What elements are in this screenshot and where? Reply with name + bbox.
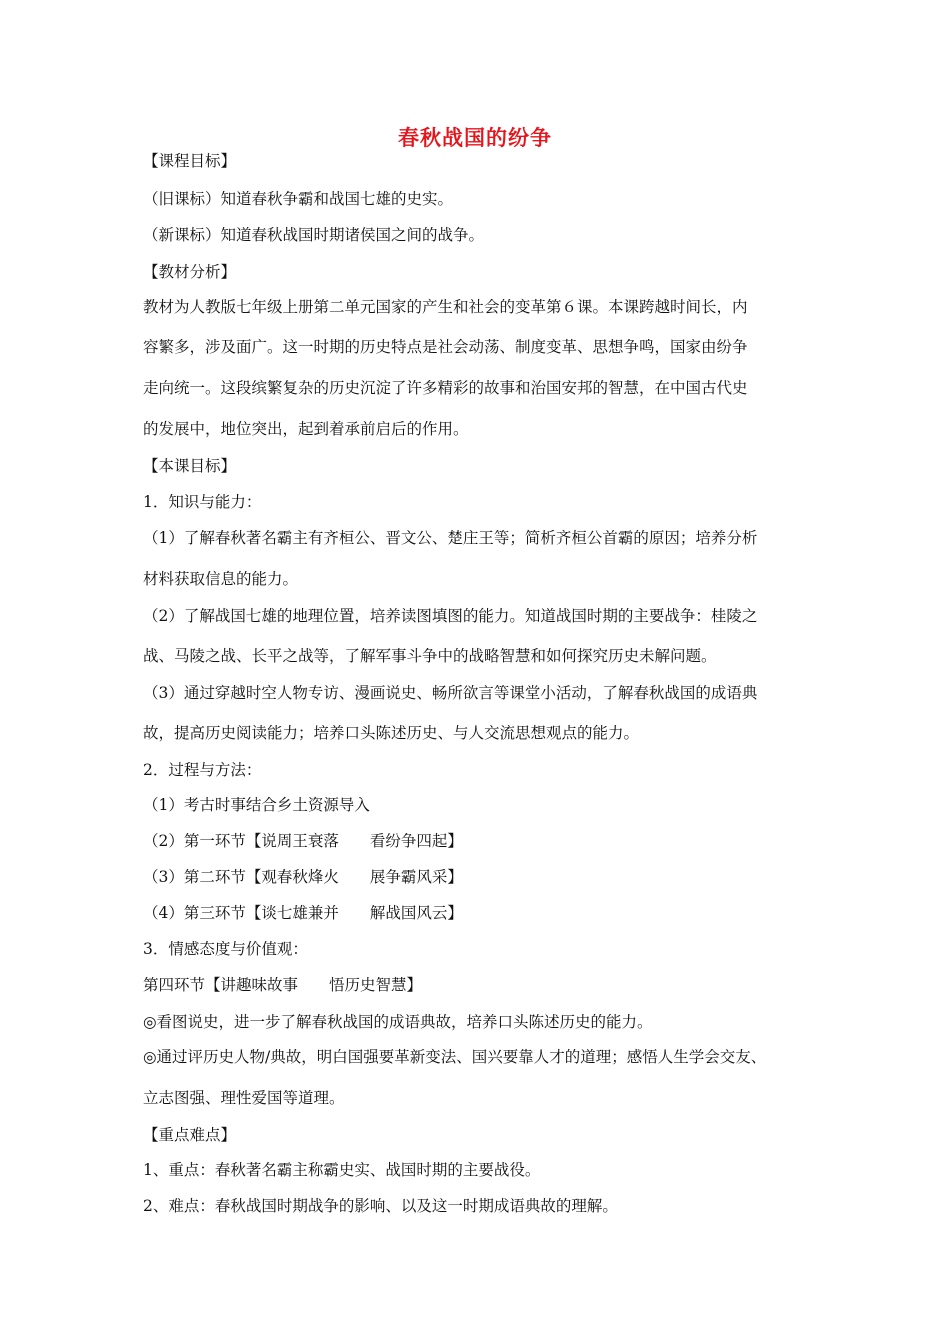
- list-item-line: （2）了解战国七雄的地理位置，培养读图填图的能力。知道战国时期的主要战争：桂陵之: [143, 607, 758, 625]
- key-point-line: 1、重点：春秋著名霸主称霸史实、战国时期的主要战役。: [143, 1161, 541, 1179]
- bullet-line: ◎通过评历史人物/典故，明白国强要革新变法、国兴要靠人才的道理；感悟人生学会交友、: [143, 1048, 767, 1066]
- list-item-line: （4）第三环节【谈七雄兼并 解战国风云】: [143, 904, 463, 922]
- subheading-process-method: 2．过程与方法：: [143, 761, 262, 779]
- list-item-line: （1）了解春秋著名霸主有齐桓公、晋文公、楚庄王等；简析齐桓公首霸的原因；培养分析: [143, 529, 758, 547]
- section-heading-key-difficult: 【重点难点】: [143, 1126, 237, 1144]
- paragraph-line: 教材为人教版七年级上册第二单元国家的产生和社会的变革第６课。本课跨越时间长，内: [143, 298, 748, 316]
- section-heading-textbook-analysis: 【教材分析】: [143, 263, 237, 281]
- list-item-line: 第四环节【讲趣味故事 悟历史智慧】: [143, 976, 423, 994]
- paragraph-line: 走向统一。这段缤繁复杂的历史沉淀了许多精彩的故事和治国安邦的智慧，在中国古代史: [143, 379, 748, 397]
- list-item-line: （3）通过穿越时空人物专访、漫画说史、畅所欲言等课堂小活动，了解春秋战国的成语典: [143, 684, 758, 702]
- bullet-line: 立志图强、理性爱国等道理。: [143, 1089, 345, 1107]
- list-item-line: （3）第二环节【观春秋烽火 展争霸风采】: [143, 868, 463, 886]
- list-item-line: （1）考古时事结合乡土资源导入: [143, 796, 370, 814]
- list-item-line: 故，提高历史阅读能力；培养口头陈述历史、与人交流思想观点的能力。: [143, 724, 640, 742]
- list-item-line: 战、马陵之战、长平之战等，了解军事斗争中的战略智慧和如何探究历史未解问题。: [143, 647, 717, 665]
- subheading-knowledge-ability: 1．知识与能力：: [143, 493, 262, 511]
- difficult-point-line: 2、难点：春秋战国时期战争的影响、以及这一时期成语典故的理解。: [143, 1197, 618, 1215]
- paragraph-line: 的发展中，地位突出，起到着承前启后的作用。: [143, 420, 469, 438]
- section-heading-course-goals: 【课程目标】: [143, 152, 237, 170]
- document-title: 春秋战国的纷争: [398, 126, 552, 150]
- old-standard-line: （旧课标）知道春秋争霸和战国七雄的史实。: [143, 190, 454, 208]
- bullet-line: ◎看图说史，进一步了解春秋战国的成语典故，培养口头陈述历史的能力。: [143, 1013, 653, 1031]
- list-item-line: 材料获取信息的能力。: [143, 570, 299, 588]
- paragraph-line: 容繁多，涉及面广。这一时期的历史特点是社会动荡、制度变革、思想争鸣，国家由纷争: [143, 338, 748, 356]
- new-standard-line: （新课标）知道春秋战国时期诸侯国之间的战争。: [143, 226, 485, 244]
- list-item-line: （2）第一环节【说周王衰落 看纷争四起】: [143, 832, 463, 850]
- section-heading-lesson-goals: 【本课目标】: [143, 457, 237, 475]
- subheading-emotion-values: 3．情感态度与价值观：: [143, 940, 308, 958]
